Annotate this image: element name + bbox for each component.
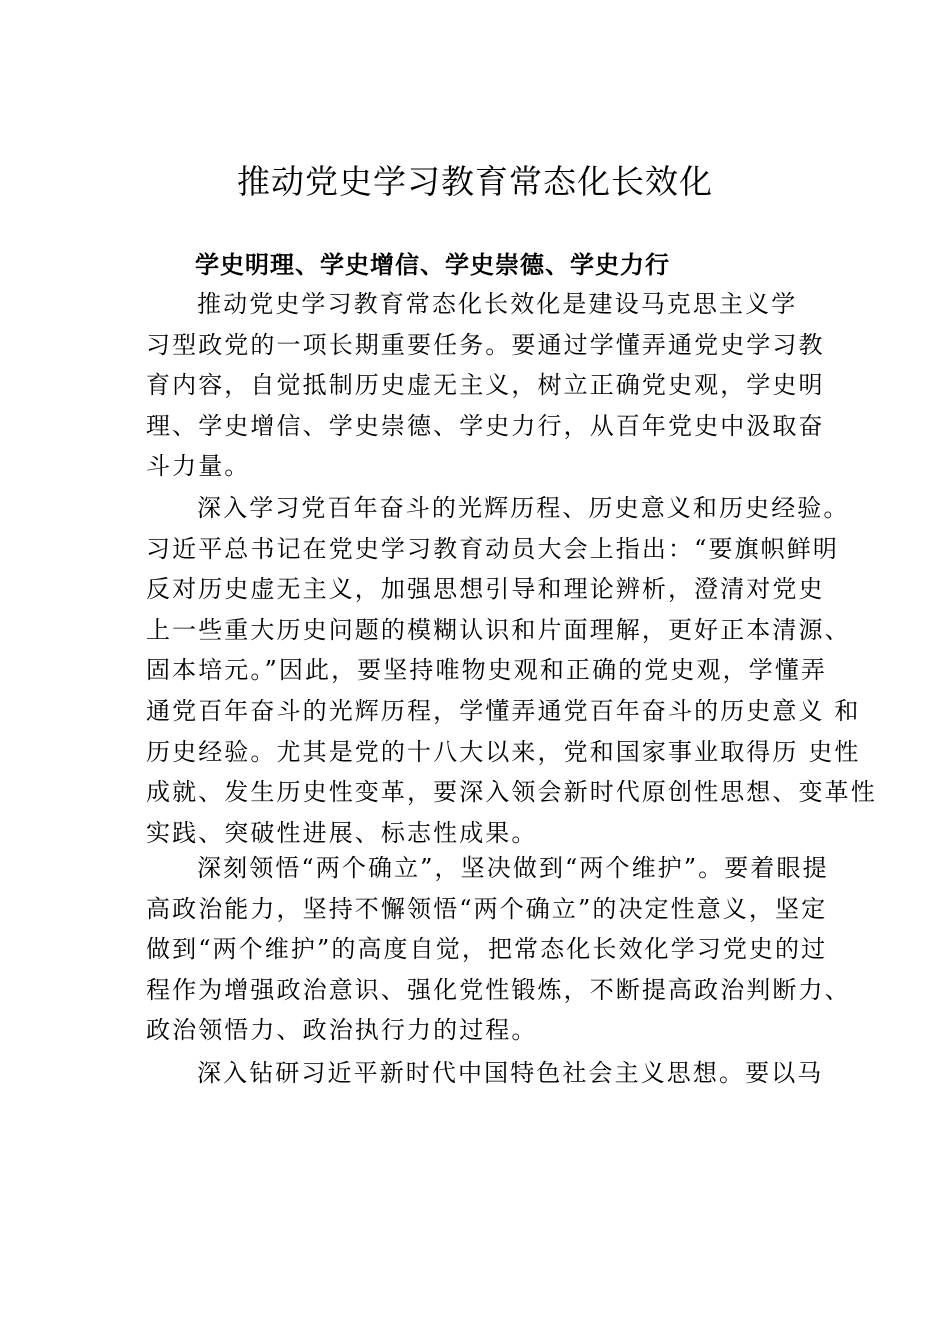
- paragraph-line: 深入学习党百年奋斗的光辉历程、历史意义和历史经验。: [197, 494, 850, 522]
- paragraph-line: 实践、突破性进展、标志性成果。: [146, 818, 538, 847]
- paragraph-line: 习型政党的一项长期重要任务。要通过学懂弄通党史学习教: [146, 330, 825, 359]
- paragraph-line: 习近平总书记在党史学习教育动员大会上指出：“要旗帜鲜明: [146, 534, 839, 563]
- paragraph-line: 理、学史增信、学史崇德、学史力行，从百年党史中汲取奋: [146, 411, 825, 440]
- paragraph-line: 上一些重大历史问题的模糊认识和片面理解，更好正本清源、: [146, 615, 851, 644]
- paragraph-line: 斗力量。: [146, 452, 251, 481]
- paragraph-line: 成就、发生历史性变革，要深入领会新时代原创性思想、变革性: [146, 778, 877, 807]
- paragraph-line: 程作为增强政治意识、强化党性锻炼，不断提高政治判断力、: [146, 975, 851, 1004]
- paragraph-3: [146, 848, 851, 1051]
- paragraph-line: 反对历史虚无主义，加强思想引导和理论辨析，澄清对党史: [146, 575, 825, 604]
- paragraph-1: [146, 284, 836, 487]
- paragraph-line: 固本培元。”因此，要坚持唯物史观和正确的党史观，学懂弄: [146, 656, 827, 685]
- paragraph-line: 通党百年奋斗的光辉历程，学懂弄通党百年奋斗的历史意义 和: [146, 696, 861, 725]
- document-title: 推动党史学习教育常态化长效化: [237, 162, 713, 201]
- paragraph-line: 政治领悟力、政治执行力的过程。: [146, 1016, 538, 1045]
- paragraph-4: [146, 1053, 836, 1094]
- paragraph-line: 做到“两个维护”的高度自觉，把常态化长效化学习党史的过: [146, 935, 828, 964]
- paragraph-line: 推动党史学习教育常态化长效化是建设马克思主义学: [197, 290, 798, 318]
- paragraph-2: [146, 488, 877, 853]
- paragraph-line: 育内容，自觉抵制历史虚无主义，树立正确党史观，学史明: [146, 371, 825, 400]
- paragraph-line: 高政治能力，坚持不懈领悟“两个确立”的决定性意义，坚定: [146, 894, 828, 923]
- document-subtitle: 学史明理、学史增信、学史崇德、学史力行: [195, 250, 670, 279]
- paragraph-line: 历史经验。尤其是党的十八大以来，党和国家事业取得历 史性: [146, 737, 861, 766]
- paragraph-line: 深刻领悟“两个确立”，坚决做到“两个维护”。要着眼提: [197, 854, 829, 882]
- paragraph-line: 深入钻研习近平新时代中国特色社会主义思想。要以马: [197, 1059, 824, 1087]
